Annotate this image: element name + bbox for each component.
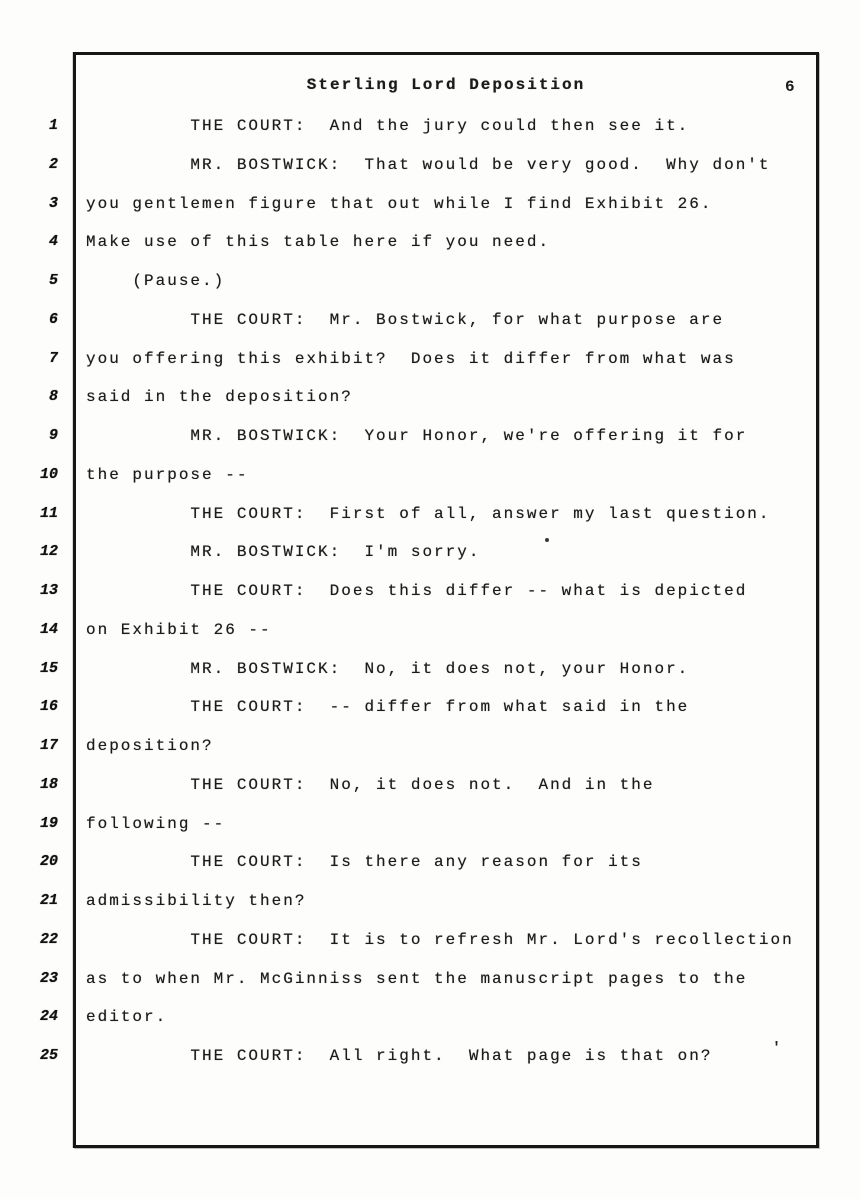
line-number: 2: [48, 155, 58, 173]
transcript-line: [0, 727, 860, 766]
scan-artifact-dot: [545, 538, 549, 542]
line-text: editor.: [86, 1008, 168, 1027]
line-text: MR. BOSTWICK: I'm sorry.: [86, 543, 481, 562]
line-text: said in the deposition?: [86, 388, 353, 407]
transcript-lines: [0, 107, 860, 1076]
line-text: MR. BOSTWICK: No, it does not, your Honor.: [86, 659, 690, 678]
line-number: 9: [48, 427, 58, 444]
line-text: THE COURT: And the jury could then see it.: [86, 117, 690, 135]
line-text: THE COURT: No, it does not. And in the: [86, 775, 655, 794]
transcript-line: [0, 301, 860, 340]
line-text: deposition?: [86, 737, 214, 755]
transcript-line: [0, 572, 860, 611]
line-number: 14: [39, 620, 58, 638]
transcript-line: [0, 688, 860, 727]
line-number: 11: [39, 504, 58, 522]
line-text: THE COURT: First of all, answer my last question.: [86, 504, 771, 523]
line-text: (Pause.): [86, 272, 226, 290]
transcript-line: [0, 146, 860, 185]
line-number: 17: [39, 737, 58, 754]
transcript-line: [0, 378, 860, 417]
line-text: you gentlemen figure that out while I find Exhibit 26.: [86, 194, 713, 213]
line-number: 8: [48, 388, 58, 406]
line-text: you offering this exhibit? Does it differ from what was: [86, 349, 736, 368]
page-header: [73, 76, 819, 102]
transcript-line: [0, 611, 860, 650]
line-number: 10: [39, 465, 58, 483]
line-text: THE COURT: Mr. Bostwick, for what purpose are: [86, 310, 725, 329]
transcript-line: [0, 843, 860, 882]
scan-artifact-mark: ': [772, 1040, 782, 1057]
line-number: 22: [39, 930, 58, 948]
transcript-line: [0, 805, 860, 844]
line-text: as to when Mr. McGinniss sent the manuscript pages to the: [86, 969, 748, 988]
line-number: 15: [39, 659, 58, 677]
line-number: 3: [48, 194, 58, 212]
line-text: THE COURT: All right. What page is that on?: [86, 1047, 713, 1065]
transcript-line: [0, 533, 860, 572]
line-text: MR. BOSTWICK: That would be very good. Why don't: [86, 155, 771, 174]
line-text: THE COURT: Does this differ -- what is depicted: [86, 582, 748, 600]
line-text: MR. BOSTWICK: Your Honor, we're offering it for: [86, 427, 748, 445]
transcript-line: [0, 1037, 860, 1076]
transcript-line: [0, 185, 860, 224]
transcript-line: [0, 107, 860, 146]
transcript-line: [0, 998, 860, 1037]
transcript-line: [0, 650, 860, 689]
line-text: admissibility then?: [86, 892, 307, 910]
line-number: 21: [39, 892, 58, 909]
line-number: 18: [39, 775, 58, 793]
page-title: Sterling Lord Deposition: [306, 76, 586, 94]
line-number: 20: [39, 853, 58, 871]
line-text: on Exhibit 26 --: [86, 620, 272, 639]
line-text: THE COURT: -- differ from what said in the: [86, 698, 690, 717]
page-number: 6: [785, 78, 797, 96]
transcript-line: [0, 766, 860, 805]
transcript-line: [0, 882, 860, 921]
transcript-line: [0, 223, 860, 262]
transcript-line: [0, 456, 860, 495]
line-text: THE COURT: Is there any reason for its: [86, 853, 643, 872]
line-number: 6: [48, 310, 58, 328]
transcript-line: [0, 495, 860, 534]
transcript-line: [0, 417, 860, 456]
line-text: THE COURT: It is to refresh Mr. Lord's recollection: [86, 930, 794, 949]
transcript-line: [0, 262, 860, 301]
line-number: 16: [39, 698, 58, 716]
line-number: 24: [39, 1008, 58, 1026]
transcript-line: [0, 921, 860, 960]
line-number: 13: [39, 582, 58, 599]
transcript-line: [0, 960, 860, 999]
line-text: Make use of this table here if you need.: [86, 233, 551, 252]
line-number: 25: [39, 1047, 58, 1064]
line-number: 5: [48, 272, 58, 289]
line-number: 1: [48, 117, 58, 134]
line-number: 4: [48, 233, 58, 251]
line-text: the purpose --: [86, 465, 249, 484]
line-number: 12: [39, 543, 58, 561]
line-number: 23: [39, 969, 58, 987]
transcript-line: [0, 340, 860, 379]
line-number: 19: [39, 814, 58, 832]
line-number: 7: [48, 349, 58, 367]
line-text: following --: [86, 814, 226, 833]
